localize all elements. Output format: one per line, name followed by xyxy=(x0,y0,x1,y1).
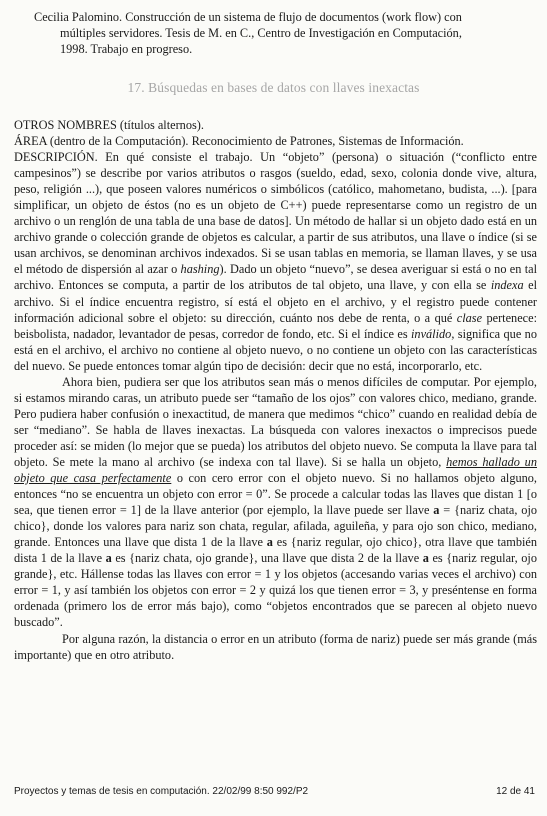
area-line: ÁREA (dentro de la Computación). Reconocimiento de Patrones, Sistemas de Información. xyxy=(14,134,464,149)
paragraph-llaves-inexactas: Ahora bien, pudiera ser que los atributos sean más o menos difíciles de computar. Por ejemplo, si estamos mirando caras, un atributo puede ser “tamaño de los ojos” con valores chico, mediano, grande. Pero pudiera haber confusión o inexactitud, de manera que medimos “chico” cuando en realidad debía de ser “mediano”. Se habla de llaves inexactas. La búsqueda con valores inexactos o imprecisos puede proceder así: se miden (lo mejor que se pueda) los atributos del objeto nuevo. Se computa la llave para tal objeto. Se mete la mano al archivo (se indexa con tal llave). Si se halla un objeto, hemos hallado un objeto que casa perfectamente o con cero error con el objeto nuevo. Si no hallamos objeto alguno, entonces “no se encuentra un objeto con error = 0”. Se procede a calcular todas las llaves que distan 1 [o sea, que tienen error = 1] de la llave anterior (por ejemplo, la llave puede ser llave a = {nariz chata, ojo chico}, donde los valores para nariz son chata, regular, afilada, aguileña, y para ojo son chico, mediano, grande. Entonces una llave que dista 1 de la llave a es {nariz regular, ojo chico}, otra llave que también dista 1 de la llave a es {nariz chata, ojo grande}, una llave que dista 2 de la llave a es {nariz regular, ojo grande}, etc. Hállense todas las llaves con error = 1 y los objetos (accesando varias veces el archivo) con error = 1, y así también los objetos con error = 2 y quizá los que tienen error = 3, y preséntense en forma ordenada (primero los de error más bajo), como “objetos encontrados que se parecen al objeto nuevo buscado”. xyxy=(14,374,538,630)
reference-text: Cecilia Palomino. Construcción de un sistema de flujo de documentos (work flow) con múltiples servidores. Tesis de M. en C., Centro de Investigación en Computación, 1998. Trabajo en progreso. xyxy=(34,10,462,57)
section-title: 17. Búsquedas en bases de datos con llaves inexactas xyxy=(127,80,420,95)
reference-entry xyxy=(34,9,540,57)
otros-nombres-line: OTROS NOMBRES (títulos alternos). xyxy=(14,118,204,132)
footer-left: Proyectos y temas de tesis en computación. 22/02/99 8:50 992/P2 xyxy=(14,786,309,797)
section-body xyxy=(14,117,537,663)
descripcion-label: DESCRIPCIÓN. xyxy=(14,150,98,165)
page-number: 12 de 41 xyxy=(496,786,535,797)
descripcion-paragraph: DESCRIPCIÓN. En qué consiste el trabajo. Un “objeto” (persona) o situación (“conflicto entre campesinos”) se describe por varios atributos o rasgos (sueldo, edad, sexo, colonia donde vive, altura, peso, religión ...), que poseen valores numéricos o simbólicos (católico, mahometano, budista, ...). [para simplificar, un objeto de éstos (no es un objeto de C++) puede representarse como un registro de un archivo o un renglón de una tabla de una base de datos]. Un método de hallar si un objeto dado está en un archivo grande o colección grande de objetos es calcular, a partir de sus atributos, una llave o índice (si se usan archivos, se denominan archivos indexados. Si se usan tablas en memoria, se llaman llaves, y se usa el método de dispersión al azar o hashing). Dado un objeto “nuevo”, se desea averiguar si está o no en tal archivo. Entonces se computa, a partir de los atributos de tal objeto, una llave, y con ella se indexa el archivo. Si el índice encuentra registro, sí está el objeto en el archivo, y el registro puede contener información adicional sobre el objeto: su dirección, cuánto nos debe de renta, o a qué clase pertenece: beisbolista, nadador, levantador de pesas, corredor de fondo, etc. Si el índice es inválido, significa que no está en el archivo, el archivo no contiene al objeto nuevo, o no contiene un objeto con las características del nuevo. Se puede entonces tomar algún tipo de decisión: decir que no está, incorporarlo, etc. xyxy=(14,150,537,373)
paragraph-distancia: Por alguna razón, la distancia o error en un atributo (forma de nariz) puede ser más grande (más importante) que en otro atributo. xyxy=(14,631,537,662)
